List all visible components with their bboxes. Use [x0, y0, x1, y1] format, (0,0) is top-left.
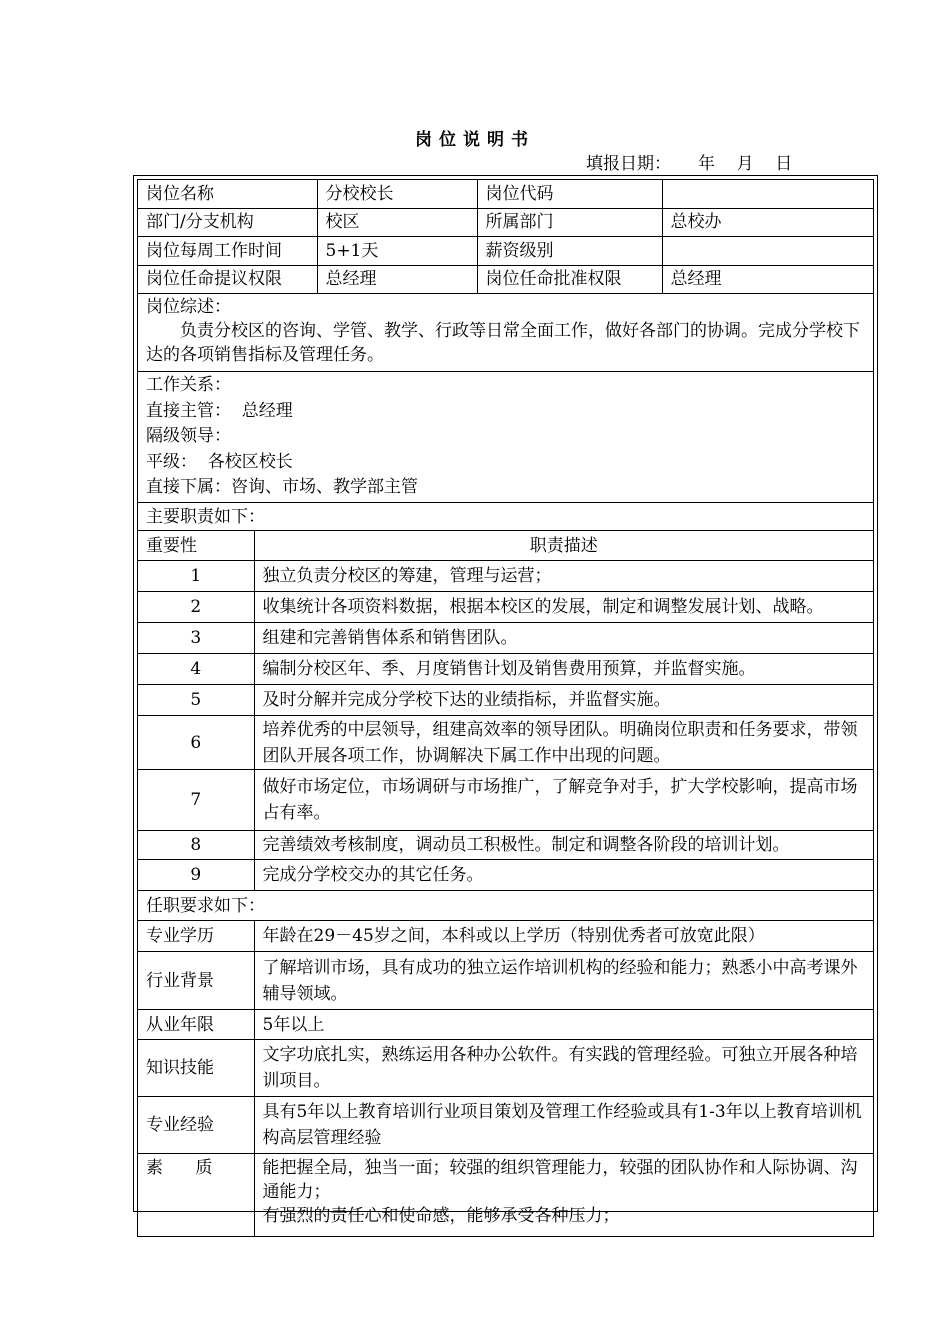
field-value: 5+1天 — [317, 237, 477, 266]
duty-importance: 9 — [138, 860, 254, 891]
field-value: 总经理 — [662, 265, 873, 294]
requirement-text: 具有5年以上教育培训行业项目策划及管理工作经验或具有1-3年以上教育培训机构高层管理经验 — [254, 1097, 873, 1154]
fill-date: 填报日期： 年 月 日 — [586, 154, 793, 174]
duties-table — [138, 503, 873, 891]
requirement-row — [138, 921, 873, 952]
basic-info-row — [138, 208, 873, 237]
duty-importance: 7 — [138, 770, 254, 831]
summary-section — [138, 294, 873, 372]
duty-description: 做好市场定位，市场调研与市场推广，了解竞争对手，扩大学校影响，提高市场占有率。 — [254, 770, 873, 831]
relations-label: 工作关系： — [146, 375, 231, 395]
duty-row — [138, 770, 873, 831]
basic-info-table — [138, 180, 873, 294]
duty-importance: 2 — [138, 592, 254, 623]
requirement-text: 了解培训市场，具有成功的独立运作培训机构的经验和能力；熟悉小中高考课外辅导领域。 — [254, 952, 873, 1010]
field-label: 部门/分支机构 — [138, 208, 317, 237]
job-description-form — [133, 175, 878, 1226]
field-label: 薪资级别 — [477, 237, 662, 266]
duty-row — [138, 716, 873, 770]
duty-row — [138, 860, 873, 891]
duty-importance: 3 — [138, 623, 254, 654]
duty-description: 组建和完善销售体系和销售团队。 — [254, 623, 873, 654]
quality-label: 素 质 — [138, 1154, 254, 1237]
summary-label: 岗位综述： — [146, 297, 231, 317]
page-title: 岗位说明书 — [415, 130, 535, 150]
requirement-text: 5年以上 — [254, 1010, 873, 1040]
field-value: 校区 — [317, 208, 477, 237]
requirement-text: 文字功底扎实，熟练运用各种办公软件。有实践的管理经验。可独立开展各种培训项目。 — [254, 1040, 873, 1097]
col-importance: 重要性 — [138, 531, 254, 561]
duty-row — [138, 592, 873, 623]
field-value: 总经理 — [317, 265, 477, 294]
duty-row — [138, 623, 873, 654]
field-label: 岗位每周工作时间 — [138, 237, 317, 266]
requirement-label: 专业经验 — [138, 1097, 254, 1154]
direct-subordinates: 直接下属：咨询、市场、教学部主管 — [146, 477, 418, 498]
field-label: 岗位代码 — [477, 180, 662, 208]
field-value: 分校校长 — [317, 180, 477, 208]
field-label: 所属部门 — [477, 208, 662, 237]
requirement-row — [138, 1040, 873, 1097]
requirement-row — [138, 1097, 873, 1154]
requirement-text: 年龄在29－45岁之间，本科或以上学历（特别优秀者可放宽此限） — [254, 921, 873, 952]
duty-description: 独立负责分校区的筹建，管理与运营； — [254, 561, 873, 592]
peer-level: 平级： 各校区校长 — [146, 451, 293, 472]
quality-line-1: 能把握全局，独当一面；较强的组织管理能力，较强的团队协作和人际协调、沟通能力； — [262, 1158, 858, 1202]
requirement-row — [138, 1010, 873, 1040]
requirement-label: 专业学历 — [138, 921, 254, 952]
field-label: 岗位任命提议权限 — [138, 265, 317, 294]
field-label: 岗位任命批准权限 — [477, 265, 662, 294]
direct-supervisor: 直接主管： 总经理 — [146, 400, 293, 421]
requirement-label: 行业背景 — [138, 952, 254, 1010]
duty-importance: 8 — [138, 831, 254, 860]
requirements-label: 任职要求如下： — [138, 891, 873, 921]
field-value — [662, 180, 873, 208]
requirement-label: 知识技能 — [138, 1040, 254, 1097]
duty-description: 完善绩效考核制度，调动员工积极性。制定和调整各阶段的培训计划。 — [254, 831, 873, 860]
duty-row — [138, 685, 873, 716]
duty-description: 及时分解并完成分学校下达的业绩指标，并监督实施。 — [254, 685, 873, 716]
duty-row — [138, 654, 873, 685]
duty-importance: 4 — [138, 654, 254, 685]
field-value: 总校办 — [662, 208, 873, 237]
relations-section — [138, 372, 873, 503]
requirement-label: 从业年限 — [138, 1010, 254, 1040]
duty-importance: 1 — [138, 561, 254, 592]
quality-row — [138, 1154, 873, 1237]
duties-label: 主要职责如下： — [138, 503, 873, 531]
col-description: 职责描述 — [254, 531, 873, 561]
duty-description: 收集统计各项资料数据，根据本校区的发展，制定和调整发展计划、战略。 — [254, 592, 873, 623]
skip-level-leader: 隔级领导： — [146, 426, 231, 447]
requirements-table — [138, 891, 873, 1237]
summary-text: 负责分校区的咨询、学管、教学、行政等日常全面工作，做好各部门的协调。完成分学校下达的各项销售指标及管理任务。 — [146, 321, 860, 365]
duty-row — [138, 561, 873, 592]
requirement-row — [138, 952, 873, 1010]
basic-info-row — [138, 265, 873, 294]
duty-importance: 6 — [138, 716, 254, 770]
duty-importance: 5 — [138, 685, 254, 716]
field-label: 岗位名称 — [138, 180, 317, 208]
basic-info-row — [138, 180, 873, 208]
quality-line-2: 有强烈的责任心和使命感，能够承受各种压力； — [262, 1206, 620, 1226]
duty-description: 培养优秀的中层领导，组建高效率的领导团队。明确岗位职责和任务要求，带领团队开展各项工作，协调解决下属工作中出现的问题。 — [254, 716, 873, 770]
duty-description: 完成分学校交办的其它任务。 — [254, 860, 873, 891]
basic-info-row — [138, 237, 873, 266]
duty-description: 编制分校区年、季、月度销售计划及销售费用预算，并监督实施。 — [254, 654, 873, 685]
field-value — [662, 237, 873, 266]
duty-row — [138, 831, 873, 860]
